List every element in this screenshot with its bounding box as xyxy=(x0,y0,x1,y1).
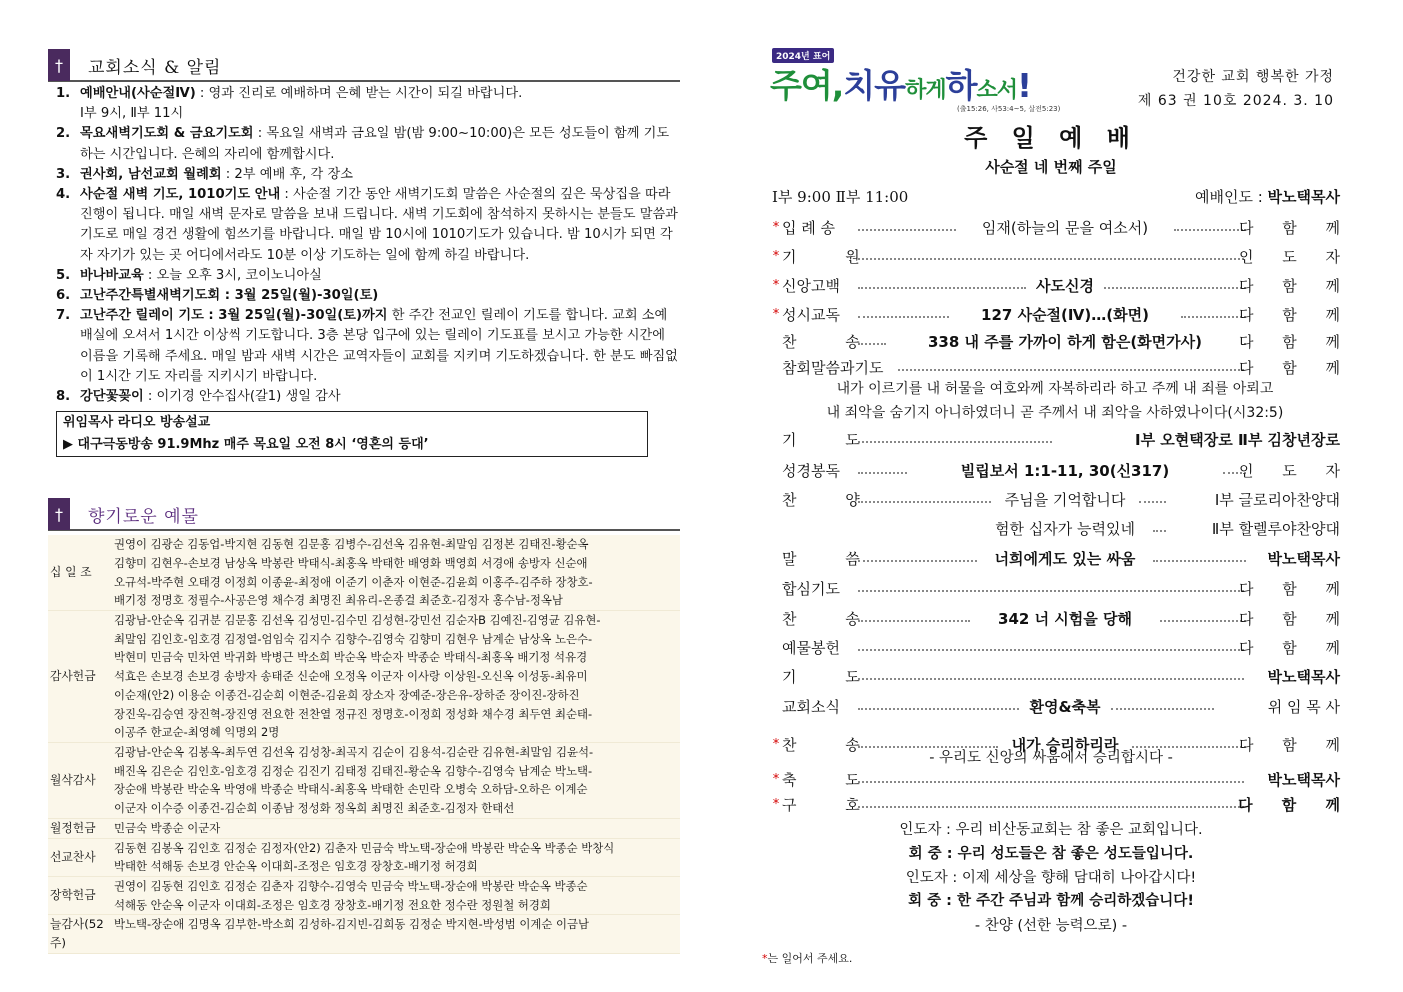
order-item-title: 임재(하늘의 문을 여소서) xyxy=(981,218,1149,237)
offering-row xyxy=(48,915,680,953)
news-item-number: 2. xyxy=(56,126,71,142)
stand-marker: * xyxy=(772,771,780,787)
order-label: 신앙고백 xyxy=(782,276,840,295)
dot-leader xyxy=(858,781,1244,783)
offering-row xyxy=(48,877,680,915)
order-label: 합심기도 xyxy=(782,579,840,598)
news-section-header xyxy=(48,50,680,82)
order-row xyxy=(770,354,1352,380)
order-row xyxy=(770,575,1352,601)
dialog-line: - 찬양 (선한 능력으로) - xyxy=(974,918,1128,934)
news-item xyxy=(56,306,680,387)
offering-names: 권영이 김동현 김인호 김정순 김춘자 김향수-김영숙 민금숙 박노택-장순애 박봉란 박순옥 박종순 석해동 안순옥 이군자 이대희-조정은 임호경 장창호-배기정 전요한 정수란 정원철 허경희 xyxy=(114,878,588,912)
news-item-heading: 목요새벽기도회 & 금요기도회 xyxy=(80,126,254,142)
order-row xyxy=(770,486,1340,512)
dot-leader xyxy=(858,590,1244,592)
news-item xyxy=(56,185,680,266)
news-item-text: : 사순절 기간 동안 새벽기도회 말씀은 사순절의 깊은 묵상집을 따라 진행이 됩니다. 매일 새벽 문자로 말씀을 보내 드립니다. 새벽 기도회에 참석하지 못하시는 분들도 말씀과 기도로 매일 경건 생활에 힘쓰기를 바랍니다. 매일 밤 10시에 1010기도가 있습니다. 밤 10시가 되면 각자 자기가 있는 곳 어디에서라도 10분 이상 기도하는 일에 함께 하길 바랍니다. xyxy=(80,187,678,263)
offering-row xyxy=(48,743,680,819)
cross-icon: † xyxy=(48,49,70,81)
order-row xyxy=(770,214,1352,240)
order-right: 박노택목사 xyxy=(1267,667,1340,686)
dot-leader xyxy=(858,316,949,318)
prayer-verse-2: 내 죄악을 숨기지 아니하였더니 곧 주께서 내 죄악을 사하였나이다(시32:5) xyxy=(826,405,1284,421)
order-right: 박노택목사 xyxy=(1267,770,1340,789)
news-item-body xyxy=(80,266,680,286)
order-label: 찬 송 xyxy=(782,332,882,351)
stand-marker: * xyxy=(772,796,780,812)
dot-leader xyxy=(858,708,1019,710)
order-row xyxy=(770,328,1352,354)
offering-table xyxy=(48,535,680,953)
offering-row xyxy=(48,611,680,743)
radio-detail: ▶ 대구극동방송 91.9Mhz 매주 목요일 오전 8시 ‘영혼의 등대’ xyxy=(63,437,429,453)
order-right: 다 함 께 xyxy=(1238,276,1352,295)
motto-logo xyxy=(762,46,1062,116)
left-page xyxy=(48,50,680,954)
offering-label: 월삭감사 xyxy=(50,773,96,788)
order-label: 기 원 xyxy=(782,247,882,266)
order-item-title: 험한 십자가 능력있네 xyxy=(995,519,1135,538)
order-item-title: 주님을 기억합니다 xyxy=(1004,490,1126,509)
stand-marker: * xyxy=(772,248,780,264)
order-row xyxy=(770,693,1340,719)
order-item-title: 너희에게도 있는 싸움 xyxy=(994,549,1136,568)
order-item-title: 환영&축복 xyxy=(1029,697,1101,716)
news-item-body xyxy=(80,286,680,306)
dot-leader xyxy=(1174,229,1246,231)
hymn-subtitle: - 우리도 신앙의 싸움에서 승리합시다 - xyxy=(929,750,1173,766)
order-item-title: 빌립보서 1:1-11, 30(신317) xyxy=(960,461,1170,480)
order-row xyxy=(770,301,1352,327)
news-section-title: 교회소식 & 알림 xyxy=(88,57,222,78)
offering-label: 감사헌금 xyxy=(50,669,96,684)
motto-text: 주여,치유하게하소서! xyxy=(770,66,1032,105)
dot-leader xyxy=(1181,316,1246,318)
church-tagline: 건강한 교회 행복한 가정 xyxy=(1172,69,1334,85)
news-item xyxy=(56,286,680,306)
order-label: 교회소식 xyxy=(782,697,840,716)
dialog-line: 인도자 : 우리 비산동교회는 참 좋은 교회입니다. xyxy=(899,822,1203,838)
dot-leader xyxy=(1160,620,1246,622)
order-row xyxy=(770,272,1352,298)
order-item-title: 내가 승리하리라 xyxy=(1011,735,1119,754)
news-item-number: 3. xyxy=(56,166,71,182)
news-item-body xyxy=(80,306,680,387)
order-row xyxy=(770,457,1352,483)
stand-marker: * xyxy=(772,219,780,235)
dot-leader xyxy=(858,649,1244,651)
standing-note xyxy=(762,950,852,966)
offering-row xyxy=(48,535,680,611)
stand-marker: * xyxy=(772,277,780,293)
service-subtitle: 사순절 네 번째 주일 xyxy=(985,158,1117,176)
dialog-line: 회 중 : 우리 성도들은 참 좋은 성도들입니다. xyxy=(908,846,1194,862)
news-item-text: : 영과 진리로 예배하며 은혜 받는 시간이 되길 바랍니다. xyxy=(195,86,523,101)
order-right: 다 함 께 xyxy=(1238,218,1352,237)
news-item-heading: 바나바교육 xyxy=(80,267,144,283)
order-right: 다 함 께 xyxy=(1238,332,1352,351)
offering-names: 박노택-장순애 김명옥 김부한-박소희 김성하-김지빈-김희동 김정순 박지현-박성범 이계순 이금남 xyxy=(114,917,590,932)
order-label: 찬 송 xyxy=(782,735,882,754)
news-item-heading: 권사회, 남선교회 월례회 xyxy=(80,166,222,182)
order-row xyxy=(770,634,1352,660)
news-item xyxy=(56,387,680,407)
order-row xyxy=(770,426,1340,452)
issue-info: 제 63 권 10호 2024. 3. 10 xyxy=(1137,93,1334,109)
radio-sermon-box xyxy=(56,411,648,457)
offering-names: 김광남-안순옥 김봉옥-최두연 김선옥 김성창-최곡지 김순이 김용석-김순란 김유현-최말임 김윤석- 배진옥 김은순 김인호-임호경 김정순 김진기 김태정 김태진-황순옥 김향수-김영숙 남계순 박노택- 장순애 박봉란 박순옥 박영애 박종순 박태식-최홍옥 박태한 손민락 오병숙 오하담-오하은 이계순 이군자 이수증 이종건-김순희 이종남 정성화 정옥희 최명진 최준호-김정자 한태선 xyxy=(114,744,594,816)
order-label: 구 호 xyxy=(782,795,882,814)
dot-leader xyxy=(858,229,956,231)
order-label: 참회말씀과기도 xyxy=(782,358,884,377)
news-item-text: : 이기경 안수집사(갈1) 생일 감사 xyxy=(143,389,341,405)
dot-leader xyxy=(1104,287,1246,289)
news-item-text: : 2부 예배 후, 각 장소 xyxy=(221,166,353,182)
order-right: 다 함 께 xyxy=(1238,305,1352,324)
news-item-body xyxy=(80,124,680,164)
dot-leader xyxy=(1153,560,1246,562)
offering-row xyxy=(48,839,680,877)
news-item xyxy=(56,266,680,286)
worship-leader xyxy=(1195,186,1340,207)
order-row xyxy=(770,243,1352,269)
order-right: 박노택목사 xyxy=(1267,549,1340,568)
dot-leader xyxy=(858,806,1244,808)
order-right: 다 함 께 xyxy=(1238,638,1352,657)
dot-leader xyxy=(858,501,991,503)
dot-leader xyxy=(858,258,1244,260)
motto-reference: (출15:26, 사53:4~5, 살전5:23) xyxy=(957,105,1061,113)
order-right: Ⅰ부 오현택장로 Ⅱ부 김창년장로 xyxy=(1134,430,1340,449)
news-item-number: 4. xyxy=(56,187,71,203)
dialog-line: 인도자 : 이제 세상을 향해 담대히 나아갑시다! xyxy=(905,870,1197,886)
dot-leader xyxy=(858,441,1052,443)
offering-names: 김동현 김봉옥 김인호 김정순 김정자(안2) 김춘자 민금숙 박노택-장순애 박봉란 박순옥 박종순 박창식 박태한 석해동 손보경 안순옥 이대희-조정은 임호경 장창호-배기정 허경희 xyxy=(114,840,615,874)
offering-row xyxy=(48,819,680,839)
offering-label: 선교찬사 xyxy=(50,849,96,864)
offering-section-header xyxy=(48,499,680,531)
order-row xyxy=(770,766,1340,792)
leader-name: 박노택목사 xyxy=(1267,188,1340,206)
order-row xyxy=(770,663,1340,689)
order-right: 다 함 께 xyxy=(1238,358,1352,377)
news-item-text: : 목요일 새벽과 금요일 밤(밤 9:00~10:00)은 모든 성도들이 함께 기도하는 시간입니다. 은혜의 자리에 함께합시다. xyxy=(80,126,670,162)
order-label: 기 도 xyxy=(782,430,882,449)
cross-icon: † xyxy=(48,498,70,530)
dialog-line: 회 중 : 한 주간 주님과 함께 승리하겠습니다! xyxy=(908,893,1194,909)
dot-leader xyxy=(1139,501,1166,503)
offering-label: 장학헌금 xyxy=(50,888,96,903)
order-right: 다 함 께 xyxy=(1238,609,1352,628)
news-item-body xyxy=(80,84,680,104)
stand-marker: * xyxy=(772,306,780,322)
news-item-heading: 고난주간특별새벽기도회 : 3월 25일(월)-30일(토) xyxy=(80,288,379,304)
order-label: 축 도 xyxy=(782,770,882,789)
note-text: 는 일어서 주세요. xyxy=(767,952,853,965)
note-star: * xyxy=(762,952,768,965)
dot-leader xyxy=(1111,708,1214,710)
news-item-number: 7. xyxy=(56,308,71,324)
news-item-heading: 고난주간 릴레이 기도 : 3월 25일(월)-30일(토)까지 xyxy=(80,308,388,324)
news-item-heading: 예배안내(사순절Ⅳ) xyxy=(80,86,196,101)
news-item-number: 6. xyxy=(56,288,71,304)
order-right: 인 도 자 xyxy=(1238,247,1352,266)
news-item-body xyxy=(80,185,680,266)
offering-label: 월정헌금 xyxy=(50,820,96,835)
news-item-number: 8. xyxy=(56,389,71,405)
order-label: 성경봉독 xyxy=(782,461,840,480)
dot-leader xyxy=(858,678,1244,680)
dot-leader xyxy=(858,560,977,562)
order-right: 다 함 께 xyxy=(1238,579,1352,598)
dot-leader xyxy=(858,472,907,474)
order-label: 찬 양 xyxy=(782,490,882,509)
dot-leader xyxy=(858,287,1026,289)
order-item-title: 342 너 시험을 당해 xyxy=(998,609,1132,628)
offering-label: 십 일 조 xyxy=(50,565,92,580)
order-item-title: 127 사순절(Ⅳ)…(화면) xyxy=(981,305,1149,324)
order-right: 다 함 께 xyxy=(1238,795,1352,814)
news-item-heading: 강단꽃꽂이 xyxy=(80,389,144,405)
stand-marker: * xyxy=(772,736,780,752)
prayer-verse-1: 내가 이르기를 내 허물을 여호와께 자복하리라 하고 주께 내 죄를 아뢰고 xyxy=(836,381,1274,397)
order-label: 성시교독 xyxy=(782,305,840,324)
order-right: Ⅱ부 할렐루야찬양대 xyxy=(1211,519,1340,538)
order-label: 기 도 xyxy=(782,667,882,686)
news-item-body xyxy=(80,387,680,407)
order-right: 다 함 께 xyxy=(1238,735,1352,754)
leader-label: 예배인도 : xyxy=(1194,188,1268,206)
order-label: 입 례 송 xyxy=(782,218,836,237)
order-item-title: 338 내 주를 가까이 하게 함은(화면가사) xyxy=(928,332,1202,351)
order-row xyxy=(770,605,1352,631)
offering-names: 민금숙 박종순 이군자 xyxy=(114,820,221,835)
news-item xyxy=(56,124,680,164)
offering-names: 김광남-안순옥 김귀분 김문홍 김선옥 김성민-김수민 김성현-강민선 김순자B 김예진-김영균 김유현- 최말임 김인호-임호경 김정열-엄임숙 김지수 김향수-김영숙 김향미 김현우 남계순 남상옥 노은수- 박현미 민금숙 민차연 박귀화 박병근 박소희 박순옥 박순자 박종순 박태식-최홍옥 배기정 석유경 석효은 손보경 손보경 송방자 송태준 신순애 오정옥 이군자 이사랑 이상원-오신옥 이성동-최유미 이순재(안2) 이용순 이종건-김순희 이현준-김윤희 장소자 장예준-장은유-장하준 장이진-장하진 장진욱-김승연 장진혁-장진영 전요한 전찬열 정규진 정명호-이정희 정성화 채수경 최두연 최순태- 이공주 한교순-최영혜 익명외 2명 xyxy=(114,613,601,740)
service-title: 주 일 예 배 xyxy=(964,123,1138,152)
order-item-title: 사도신경 xyxy=(1036,276,1094,295)
offering-section-title: 향기로운 예물 xyxy=(88,506,199,527)
order-right: 인 도 자 xyxy=(1238,461,1352,480)
order-right: 위 임 목 사 xyxy=(1267,697,1340,716)
order-label: 예물봉헌 xyxy=(782,638,840,657)
news-item-text: 한 주간 전교인 릴레이 기도를 합니다. 교회 소예배실에 오셔서 1시간 이상씩 기도합니다. 3층 본당 입구에 있는 릴레이 기도표를 보시고 가능한 시간에 이름을 기록해 주세요. 매일 밤과 새벽 시간은 교역자들이 교회를 지키며 기도하겠습니다. 한 분도 빠짐없이 1시간 기도 자리를 지키시기 바랍니다. xyxy=(80,308,678,384)
offering-label: 늘감사(52주) xyxy=(50,917,104,951)
order-row xyxy=(770,791,1352,817)
news-item-number: 1. xyxy=(56,86,71,101)
dot-leader xyxy=(1153,530,1166,532)
order-right: Ⅰ부 글로리아찬양대 xyxy=(1214,490,1340,509)
news-item xyxy=(56,165,680,185)
dot-leader xyxy=(898,369,1244,371)
news-item-number: 5. xyxy=(56,267,71,283)
order-row xyxy=(770,515,1340,541)
news-item-body xyxy=(80,165,680,185)
news-item-heading: 사순절 새벽 기도, 1010기도 안내 xyxy=(80,187,281,203)
order-row xyxy=(770,545,1340,571)
news-item xyxy=(56,84,680,104)
news-list xyxy=(48,84,680,407)
dot-leader xyxy=(858,620,970,622)
dot-leader xyxy=(858,343,886,345)
service-times: Ⅰ부 9:00 Ⅱ부 11:00 xyxy=(772,188,909,206)
news-item-extra: Ⅰ부 9시, Ⅱ부 11시 xyxy=(80,106,184,122)
offering-names: 권영이 김광순 김동업-박지현 김동현 김문홍 김병수-김선옥 김유현-최말임 김정본 김태진-황순옥 김향미 김현우-손보경 남상옥 박봉란 박태식-최홍옥 박태한 배영화 백영희 서경애 송방자 신순애 오규석-박주현 오태경 이정희 이종윤-최정애 이준기 이춘자 이현준-김윤희 이홍주-김주하 장창호- 배기정 정명호 정필수-사공은영 채수경 최명진 최유리-온종걸 최준호-김정자 홍수남-정옥남 xyxy=(114,537,593,608)
order-label: 말 씀 xyxy=(782,549,882,568)
news-item-text: : 오늘 오후 3시, 코이노니아실 xyxy=(143,267,322,283)
order-label: 찬 송 xyxy=(782,609,882,628)
radio-title: 위임목사 라디오 방송설교 xyxy=(63,415,211,431)
motto-year-tag: 2024년 표어 xyxy=(772,48,834,63)
